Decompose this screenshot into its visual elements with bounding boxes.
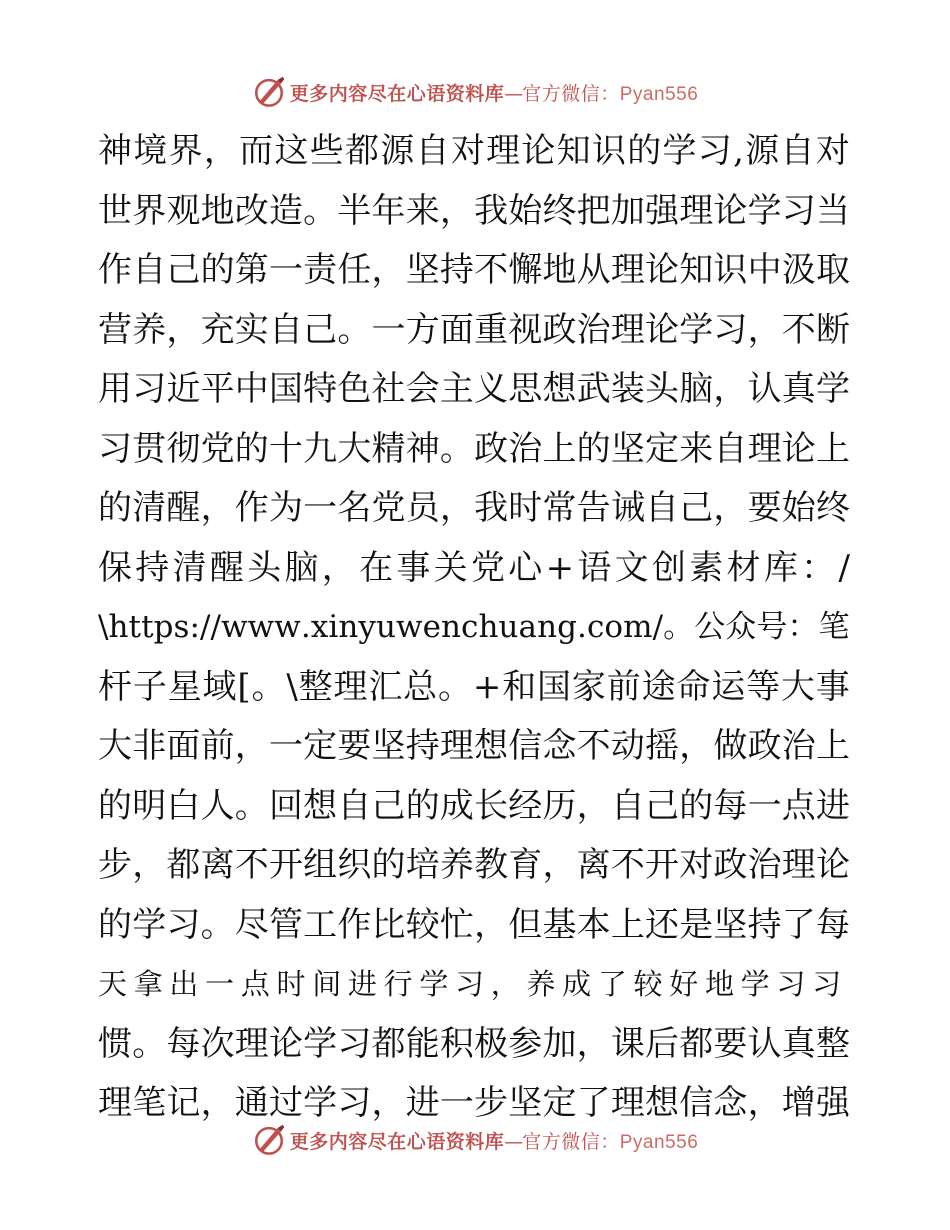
text-line: 的 学 习 。 尽 管 工 作 比 较 忙 ， 但 基 本 上 还 是 坚 持 了 每 bbox=[98, 904, 850, 945]
text-line: 的 明 白 人 。 回 想 自 己 的 成 长 经 历 ， 自 己 的 每 一 点 进 bbox=[98, 785, 850, 826]
watermark-separator: — bbox=[504, 82, 523, 105]
text-line: 大 非 面 前 ， 一 定 要 坚 持 理 想 信 念 不 动 摇 ， 做 政 治 上 bbox=[98, 726, 850, 766]
text-line: 用 习 近 平 中 国 特 色 社 会 主 义 思 想 武 装 头 脑 ， 认 真 学 bbox=[98, 369, 850, 409]
watermark-text bbox=[290, 1127, 699, 1154]
footer-watermark-banner bbox=[0, 1120, 950, 1160]
watermark-brand: 更多内容尽在心语资料库 bbox=[289, 1130, 505, 1153]
watermark-separator: — bbox=[504, 1130, 523, 1153]
watermark-wechat-id: Pyan556 bbox=[619, 1131, 699, 1153]
watermark-wechat-id: Pyan556 bbox=[619, 83, 699, 105]
document-body bbox=[98, 122, 850, 1134]
text-line: 的 清 醒 ， 作 为 一 名 党 员 ， 我 时 常 告 诫 自 己 ， 要 始 终 bbox=[98, 488, 850, 528]
watermark-wechat-label: 官方微信： bbox=[522, 1130, 620, 1153]
watermark-brand: 更多内容尽在心语资料库 bbox=[289, 82, 505, 105]
text-line: 保 持 清 醒 头 脑 ， 在 事 关 党 心 + 语 文 创 素 材 库 ： / bbox=[98, 547, 850, 588]
header-watermark-banner bbox=[0, 72, 950, 112]
text-line: \ h t t p s : / / w w w . x i n y u w e n c h u a n g . c o m / 。 公 众 号 ： 笔 bbox=[98, 609, 850, 645]
pen-seal-icon bbox=[252, 1123, 286, 1157]
text-line: 惯 。 每 次 理 论 学 习 都 能 积 极 参 加 ， 课 后 都 要 认 真 整 bbox=[98, 1023, 850, 1064]
pen-seal-icon bbox=[252, 75, 286, 109]
text-line: 杆 子 星 域 [ 。 \ 整 理 汇 总 。 + 和 国 家 前 途 命 运 等 大 事 bbox=[98, 666, 850, 707]
text-line: 神 境 界 ， 而 这 些 都 源 自 对 理 论 知 识 的 学 习 , 源 自 对 bbox=[98, 131, 850, 171]
watermark-wechat-label: 官方微信： bbox=[522, 82, 620, 105]
text-line: 世 界 观 地 改 造 。 半 年 来 ， 我 始 终 把 加 强 理 论 学 习 当 bbox=[98, 190, 850, 231]
text-line: 理 笔 记 ， 通 过 学 习 ， 进 一 步 坚 定 了 理 想 信 念 ， 增 强 bbox=[98, 1083, 850, 1123]
text-line: 习 贯 彻 党 的 十 九 大 精 神 。 政 治 上 的 坚 定 来 自 理 论 上 bbox=[98, 428, 850, 469]
text-line: 天 拿 出 一 点 时 间 进 行 学 习 ， 养 成 了 较 好 地 学 习 习 bbox=[98, 967, 842, 1001]
text-line: 营 养 ， 充 实 自 己 。 一 方 面 重 视 政 治 理 论 学 习 ， 不 断 bbox=[98, 309, 850, 350]
watermark-text bbox=[290, 79, 699, 106]
text-line: 作 自 己 的 第 一 责 任 ， 坚 持 不 懈 地 从 理 论 知 识 中 汲 取 bbox=[98, 250, 850, 290]
text-line: 步 ， 都 离 不 开 组 织 的 培 养 教 育 ， 离 不 开 对 政 治 理 论 bbox=[98, 845, 850, 885]
